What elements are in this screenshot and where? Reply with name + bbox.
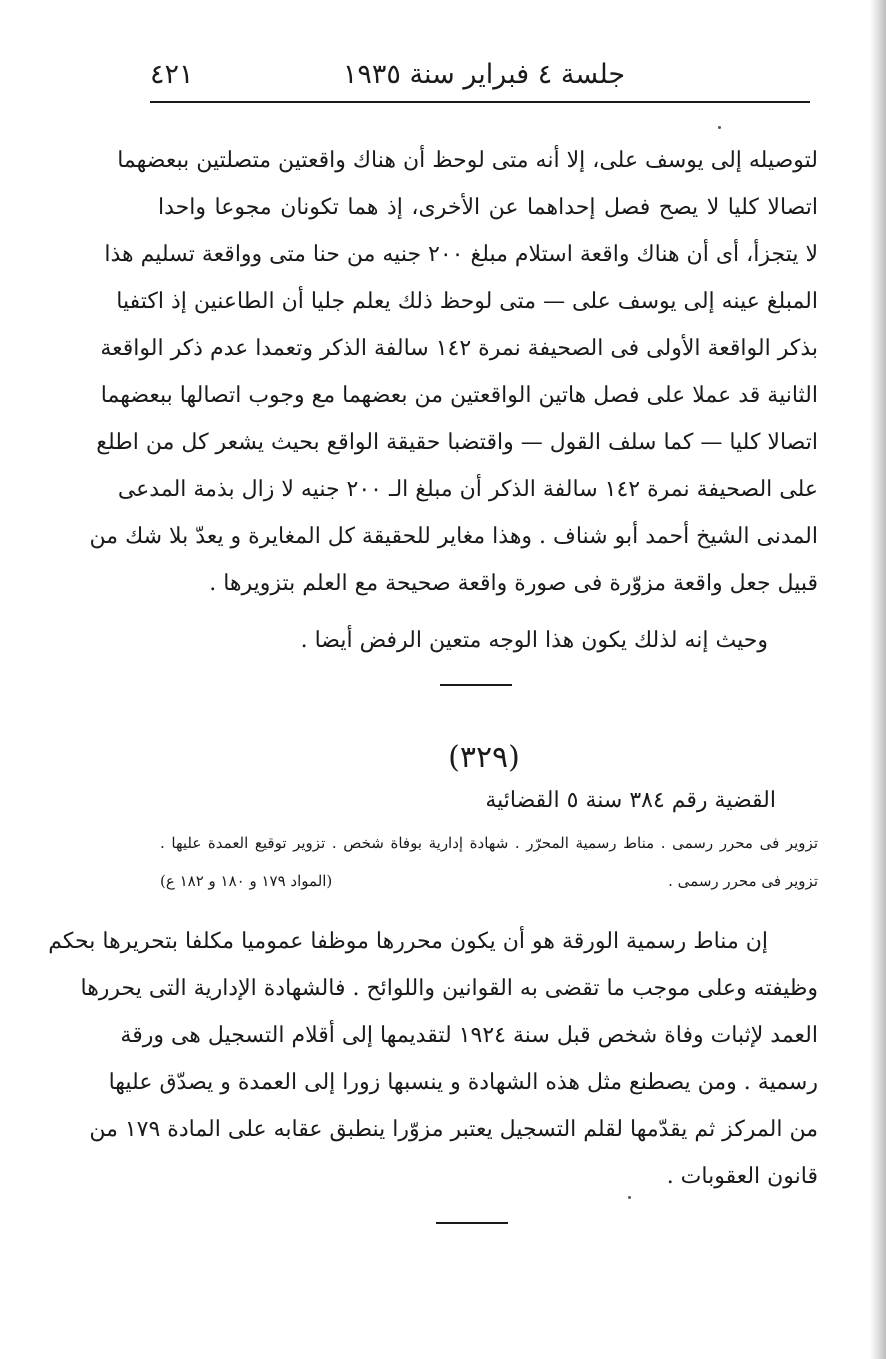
holding-line: إن مناط رسمية الورقة هو أن يكون محررها موظفا عموميا مكلفا بتحريرها بحكم: [48, 929, 768, 954]
keywords-tail: تزوير فى محرر رسمى .: [668, 872, 818, 890]
case-number: (٣٢٩): [448, 740, 520, 775]
body-line: المبلغ عينه إلى يوسف على — متى لوحظ ذلك يعلم جليا أن الطاعنين إذ اكتفيا: [116, 289, 818, 314]
holding-line: العمد لإثبات وفاة شخص قبل سنة ١٩٢٤ لتقديمها إلى أقلام التسجيل هى ورقة: [120, 1023, 818, 1048]
body-line: على الصحيفة نمرة ١٤٢ سالفة الذكر أن مبلغ الـ ٢٠٠ جنيه لا زال بذمة المدعى: [117, 477, 818, 502]
body-line: المدنى الشيخ أحمد أبو شناف . وهذا مغاير للحقيقة كل المغايرة و يعدّ بلا شك من: [89, 524, 818, 549]
conclusion-paragraph: وحيث إنه لذلك يكون هذا الوجه متعين الرفض أيضا .: [300, 628, 768, 653]
header-rule: [150, 101, 810, 103]
body-line: قبيل جعل واقعة مزوّرة فى صورة واقعة صحيحة مع العلم بتزويرها .: [209, 571, 818, 596]
holding-line: من المركز ثم يقدّمها لقلم التسجيل يعتبر مزوّرا ينطبق عقابه على المادة ١٧٩ من: [89, 1117, 818, 1142]
body-line: اتصالا كليا لا يصح فصل إحداهما عن الأخرى، إذ هما تكونان مجوعا واحدا: [158, 195, 818, 220]
section-separator: [440, 684, 512, 686]
page-edge-shadow: [870, 0, 886, 1359]
holding-line: رسمية . ومن يصطنع مثل هذه الشهادة و ينسبها زورا إلى العمدة و يصدّق عليها: [108, 1070, 818, 1095]
section-separator: [436, 1222, 508, 1224]
body-line: لا يتجزأ، أى أن هناك واقعة استلام مبلغ ٢٠٠ جنيه من حنا متى وواقعة تسليم هذا: [104, 242, 818, 267]
ink-speck: [718, 126, 721, 129]
holding-line: قانون العقوبات .: [666, 1164, 818, 1189]
body-line: اتصالا كليا — كما سلف القول — واقتضبا حقيقة الواقع بحيث يشعر كل من اطلع: [96, 430, 818, 455]
body-line: بذكر الواقعة الأولى فى الصحيفة نمرة ١٤٢ سالفة الذكر وتعمدا عدم ذكر الواقعة: [100, 336, 818, 361]
holding-line: وظيفته وعلى موجب ما تقضى به القوانين واللوائح . فالشهادة الإدارية التى يحررها: [80, 976, 818, 1001]
case-reference: القضية رقم ٣٨٤ سنة ٥ القضائية: [485, 788, 776, 813]
keywords-line: تزوير فى محرر رسمى . مناط رسمية المحرّر . شهادة إدارية بوفاة شخص . تزوير توقيع العمدة عليها .: [160, 834, 818, 852]
body-line: الثانية قد عملا على فصل هاتين الواقعتين من بعضهما مع وجوب اتصالها ببعضهما: [100, 383, 818, 408]
ink-speck: [628, 1196, 631, 1199]
header-title: جلسة ٤ فبراير سنة ١٩٣٥: [342, 59, 626, 90]
body-line: لتوصيله إلى يوسف على، إلا أنه متى لوحظ أن هناك واقعتين متصلتين ببعضهما: [117, 148, 818, 173]
applicable-articles: (المواد ١٧٩ و ١٨٠ و ١٨٢ ع): [160, 872, 333, 890]
page-number: ٤٢١: [150, 59, 194, 90]
running-header: [150, 55, 818, 95]
